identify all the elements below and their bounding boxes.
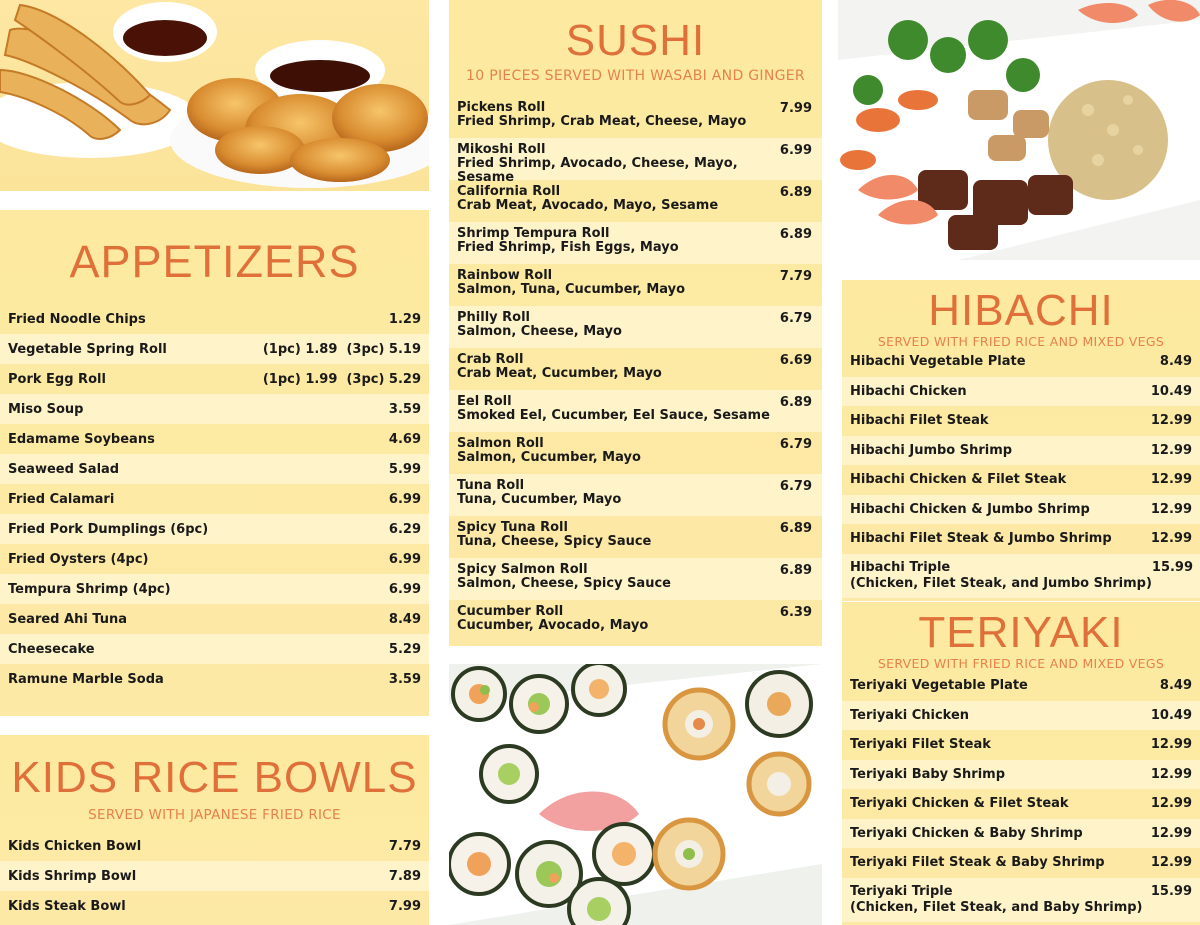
menu-item: [449, 222, 822, 264]
menu-item-desc: Salmon, Cucumber, Mayo: [457, 450, 641, 465]
menu-item-text: [457, 227, 679, 255]
menu-item-name: Pork Egg Roll: [8, 371, 106, 387]
menu-item-name: Teriyaki Filet Steak: [850, 737, 991, 753]
menu-item-text: [457, 605, 648, 633]
menu-item-name: Teriyaki Vegetable Plate: [850, 678, 1028, 694]
sushi-subtitle: 10 PIECES SERVED WITH WASABI AND GINGER: [466, 68, 805, 84]
menu-item-name: Fried Pork Dumplings (6pc): [8, 521, 209, 537]
menu-item-text: [457, 353, 662, 381]
kids-list: [0, 831, 429, 921]
menu-item-name: California Roll: [457, 184, 561, 199]
menu-item-name: Salmon Roll: [457, 436, 544, 451]
menu-item-text: [457, 395, 770, 423]
menu-item: [0, 604, 429, 634]
menu-item-price: 6.89: [779, 563, 812, 578]
sushi-rolls-photo-icon: [449, 664, 822, 925]
menu-item: [0, 454, 429, 484]
menu-item-name: Teriyaki Chicken & Filet Steak: [850, 796, 1069, 812]
menu-item-text: [457, 101, 746, 129]
menu-item-desc: (Chicken, Filet Steak, and Jumbo Shrimp): [850, 575, 1152, 591]
menu-item-name: Rainbow Roll: [457, 268, 553, 283]
menu-item: [0, 364, 429, 394]
menu-item: [449, 600, 822, 642]
menu-item: [0, 634, 429, 664]
menu-item-price: 12.99: [1150, 796, 1192, 812]
menu-item-name: Kids Chicken Bowl: [8, 838, 142, 854]
appetizers-title: APPETIZERS: [69, 236, 360, 287]
teriyaki-list: [842, 671, 1200, 922]
menu-item-name: Vegetable Spring Roll: [8, 341, 167, 357]
menu-item-name: Tempura Shrimp (4pc): [8, 581, 171, 597]
menu-item-price: 7.79: [779, 269, 812, 284]
menu-item-name: Hibachi Chicken & Jumbo Shrimp: [850, 501, 1090, 517]
menu-item-name: Teriyaki Chicken: [850, 707, 970, 723]
menu-item-name: Philly Roll: [457, 310, 531, 325]
menu-item: [842, 730, 1200, 760]
menu-item-price: 6.99: [388, 491, 421, 507]
menu-item-text: [457, 479, 621, 507]
menu-item-desc: Crab Meat, Cucumber, Mayo: [457, 366, 662, 381]
menu-item-name: Teriyaki Chicken & Baby Shrimp: [850, 825, 1083, 841]
menu-item-price: 6.99: [388, 551, 421, 567]
menu-item-price: 12.99: [1150, 442, 1192, 458]
menu-item: [449, 516, 822, 558]
sushi-panel: [449, 0, 822, 646]
menu-item: [0, 394, 429, 424]
menu-item-name: Seared Ahi Tuna: [8, 611, 128, 627]
hibachi-panel: [842, 280, 1200, 601]
menu-item: [0, 484, 429, 514]
menu-item-price: 6.99: [388, 581, 421, 597]
menu-item: [0, 831, 429, 861]
menu-item-price: 6.79: [779, 437, 812, 452]
menu-item-price: 7.79: [388, 838, 421, 854]
menu-item-price: 3.59: [388, 671, 421, 687]
menu-item: [842, 819, 1200, 849]
menu-item-desc: Fried Shrimp, Crab Meat, Cheese, Mayo: [457, 114, 747, 129]
menu-item-price: 12.99: [1150, 737, 1192, 753]
sushi-title: SUSHI: [565, 16, 706, 65]
menu-item-name: Fried Calamari: [8, 491, 115, 507]
menu-item-price: 8.49: [388, 611, 421, 627]
menu-item-price: 7.99: [388, 898, 421, 914]
teriyaki-panel: [842, 602, 1200, 925]
menu-item-desc: Tuna, Cucumber, Mayo: [457, 492, 622, 507]
menu-item-text: [457, 437, 641, 465]
menu-item-name: Teriyaki Baby Shrimp: [850, 766, 1006, 782]
menu-item-name: Hibachi Filet Steak & Jumbo Shrimp: [850, 531, 1112, 547]
menu-item: [449, 138, 822, 185]
menu-item-name: Teriyaki Filet Steak & Baby Shrimp: [850, 855, 1105, 871]
menu-item-price: 12.99: [1150, 825, 1192, 841]
menu-item-price: 12.99: [1150, 766, 1192, 782]
menu-item-name: Cheesecake: [8, 641, 95, 657]
menu-item-desc: Fried Shrimp, Fish Eggs, Mayo: [457, 240, 679, 255]
menu-item-price: 3.59: [388, 401, 421, 417]
menu-item-price: 6.79: [779, 311, 812, 326]
menu-item: [449, 558, 822, 600]
menu-item-price: (1pc) 1.89 (3pc) 5.19: [262, 341, 421, 357]
menu-item: [842, 377, 1200, 407]
menu-item-name: Kids Steak Bowl: [8, 898, 126, 914]
menu-item-price: 10.49: [1150, 383, 1192, 399]
menu-item-name: Hibachi Triple: [850, 559, 951, 575]
teriyaki-subtitle: SERVED WITH FRIED RICE AND MIXED VEGS: [877, 656, 1165, 671]
menu-item-price: 6.99: [779, 143, 812, 158]
menu-item: [449, 474, 822, 516]
sushi-list: [449, 96, 822, 642]
menu-item-name: Pickens Roll: [457, 100, 546, 115]
menu-item-price: 5.29: [388, 641, 421, 657]
menu-item-price: 15.99: [1150, 883, 1192, 899]
menu-item: [449, 348, 822, 390]
menu-item-name: Mikoshi Roll: [457, 142, 546, 157]
menu-item-text: [457, 269, 685, 297]
menu-item-name: Spicy Tuna Roll: [457, 520, 568, 535]
menu-item-desc: Tuna, Cheese, Spicy Sauce: [457, 534, 652, 549]
menu-item-name: Hibachi Chicken & Filet Steak: [850, 472, 1067, 488]
menu-item-name: Hibachi Filet Steak: [850, 413, 989, 429]
kids-panel: [0, 735, 429, 925]
menu-item-desc: Crab Meat, Avocado, Mayo, Sesame: [457, 198, 719, 213]
menu-item-price: 5.99: [388, 461, 421, 477]
menu-item-price: 7.89: [388, 868, 421, 884]
menu-item-desc: Salmon, Cheese, Mayo: [457, 324, 622, 339]
menu-item-price: 12.99: [1150, 472, 1192, 488]
menu-item: [842, 347, 1200, 377]
menu-item-name: Shrimp Tempura Roll: [457, 226, 610, 241]
menu-item: [0, 424, 429, 454]
menu-item-price: 6.39: [779, 605, 812, 620]
menu-item: [842, 554, 1200, 598]
menu-item-price: 15.99: [1151, 559, 1194, 575]
menu-item: [842, 406, 1200, 436]
menu-item-price: 10.49: [1150, 707, 1192, 723]
menu-item-name: Fried Noodle Chips: [8, 311, 146, 327]
hibachi-list: [842, 347, 1200, 598]
menu-item-desc: Fried Shrimp, Avocado, Cheese, Mayo, Sesame: [457, 156, 738, 185]
hibachi-plate-photo-icon: [838, 0, 1200, 260]
menu-item: [449, 264, 822, 306]
menu-item: [842, 848, 1200, 878]
menu-item-name: Hibachi Jumbo Shrimp: [850, 442, 1013, 458]
menu-item: [842, 436, 1200, 466]
menu-item-price: 6.89: [779, 521, 812, 536]
menu-item-name: Seaweed Salad: [8, 461, 120, 477]
menu-item: [842, 495, 1200, 525]
menu-item-price: 12.99: [1150, 531, 1192, 547]
hibachi-title: HIBACHI: [928, 286, 1114, 335]
menu-item: [0, 334, 429, 364]
menu-item-price: 6.79: [779, 479, 812, 494]
menu-item-price: 8.49: [1159, 354, 1192, 370]
menu-item: [449, 390, 822, 432]
menu-item: [842, 789, 1200, 819]
menu-item-price: 12.99: [1150, 413, 1192, 429]
menu-item-name: Eel Roll: [457, 394, 512, 409]
menu-item: [0, 891, 429, 921]
menu-item-price: 1.29: [388, 311, 421, 327]
menu-item-text: [457, 143, 780, 185]
menu-item: [842, 671, 1200, 701]
menu-item: [0, 861, 429, 891]
menu-item-desc: Smoked Eel, Cucumber, Eel Sauce, Sesame: [457, 408, 770, 423]
menu-item: [449, 306, 822, 348]
menu-item-desc: Cucumber, Avocado, Mayo: [457, 618, 649, 633]
menu-item-price: 6.69: [779, 353, 812, 368]
menu-item-text: [850, 560, 1152, 592]
menu-item-text: [457, 563, 671, 591]
menu-item: [842, 701, 1200, 731]
appetizers-panel: [0, 210, 429, 716]
menu-item-text: [457, 521, 651, 549]
menu-item: [449, 96, 822, 138]
menu-item-price: 8.49: [1159, 678, 1192, 694]
menu-item: [0, 304, 429, 334]
menu-item-name: Ramune Marble Soda: [8, 671, 164, 687]
menu-item-price: 12.99: [1150, 501, 1192, 517]
menu-item-name: Cucumber Roll: [457, 604, 564, 619]
menu-item-price: 6.29: [388, 521, 421, 537]
menu-item-price: 6.89: [779, 395, 812, 410]
menu-item-price: 6.89: [779, 227, 812, 242]
menu-item: [449, 432, 822, 474]
menu-item-price: 12.99: [1150, 855, 1192, 871]
menu-item-price: (1pc) 1.99 (3pc) 5.29: [262, 371, 421, 387]
appetizers-list: [0, 304, 429, 694]
menu-item-desc: Salmon, Tuna, Cucumber, Mayo: [457, 282, 686, 297]
menu-item-text: [457, 185, 718, 213]
menu-item: [0, 664, 429, 694]
menu-item-name: Teriyaki Triple: [850, 883, 953, 899]
kids-title: KIDS RICE BOWLS: [11, 753, 418, 802]
menu-item-desc: Salmon, Cheese, Spicy Sauce: [457, 576, 671, 591]
teriyaki-title: TERIYAKI: [918, 608, 1124, 657]
menu-item: [0, 574, 429, 604]
menu-item: [449, 180, 822, 222]
hibachi-subtitle: SERVED WITH FRIED RICE AND MIXED VEGS: [877, 334, 1165, 349]
menu-item-name: Hibachi Vegetable Plate: [850, 354, 1026, 370]
menu-item-name: Crab Roll: [457, 352, 524, 367]
menu-item-name: Edamame Soybeans: [8, 431, 155, 447]
menu-item-name: Spicy Salmon Roll: [457, 562, 588, 577]
menu-item-price: 7.99: [779, 101, 812, 116]
menu-item-price: 6.89: [779, 185, 812, 200]
menu-item-text: [850, 884, 1142, 916]
menu-item: [0, 514, 429, 544]
menu-item-text: [457, 311, 622, 339]
menu-item-price: 4.69: [388, 431, 421, 447]
menu-item-name: Fried Oysters (4pc): [8, 551, 149, 567]
menu-item-name: Hibachi Chicken: [850, 383, 967, 399]
menu-item: [842, 760, 1200, 790]
menu-item: [842, 878, 1200, 922]
menu-item: [842, 524, 1200, 554]
tempura-photo-icon: [0, 0, 429, 191]
menu-item: [0, 544, 429, 574]
menu-item-name: Kids Shrimp Bowl: [8, 868, 137, 884]
menu-item-desc: (Chicken, Filet Steak, and Baby Shrimp): [850, 899, 1143, 915]
menu-item-name: Miso Soup: [8, 401, 84, 417]
kids-subtitle: SERVED WITH JAPANESE FRIED RICE: [88, 807, 341, 823]
menu-item: [842, 465, 1200, 495]
menu-item-name: Tuna Roll: [457, 478, 525, 493]
